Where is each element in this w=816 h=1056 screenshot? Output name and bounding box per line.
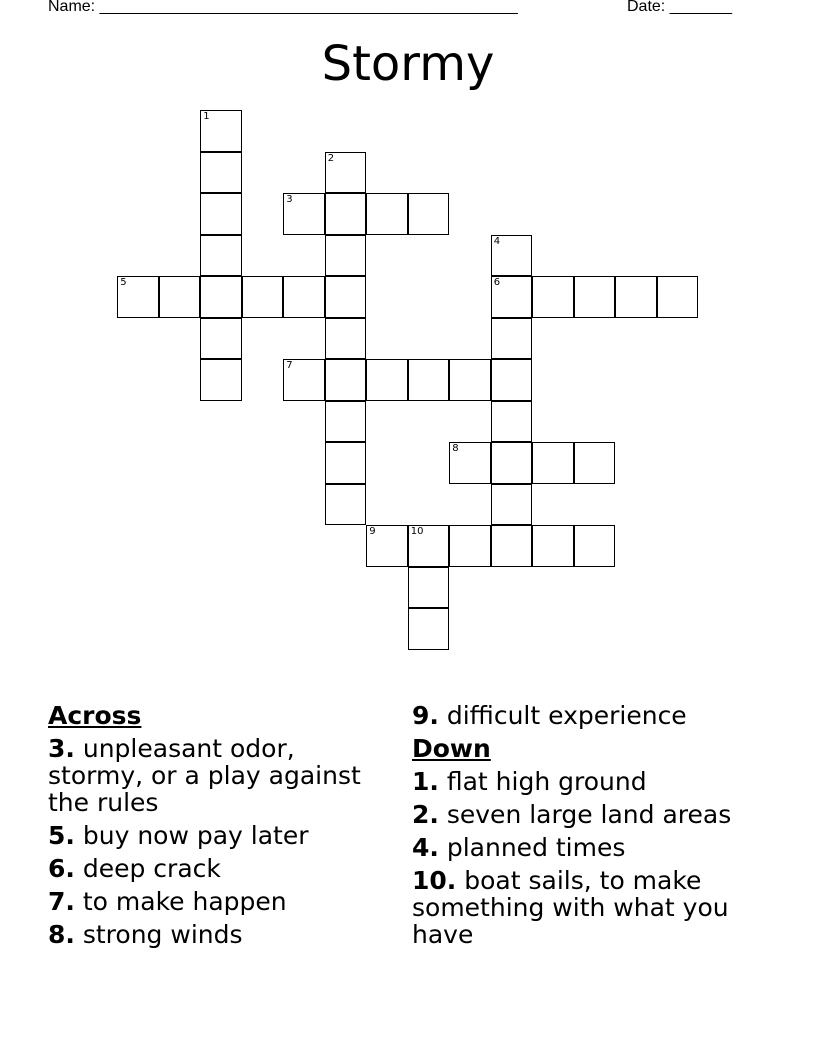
across-clue-7 [48, 888, 378, 915]
across-clue-6 [48, 855, 378, 882]
grid-cell[interactable] [325, 442, 367, 484]
grid-cell[interactable] [574, 442, 616, 484]
grid-cell[interactable] [491, 359, 533, 401]
grid-cell[interactable] [408, 359, 450, 401]
down-clue-4 [412, 834, 772, 861]
grid-cell[interactable] [325, 152, 367, 194]
cell-number: 3 [286, 194, 293, 206]
clue-text: deep crack [82, 854, 221, 883]
page-title: Stormy [321, 36, 495, 92]
grid-cell[interactable] [283, 359, 325, 401]
clue-number: 3. [48, 734, 75, 763]
grid-cell[interactable] [200, 152, 242, 194]
grid-cell[interactable] [366, 193, 408, 235]
grid-cell[interactable] [449, 359, 491, 401]
clue-text: seven large land areas [446, 800, 732, 829]
cell-number: 7 [286, 360, 293, 372]
across-clue-9 [412, 702, 772, 729]
grid-cell[interactable] [325, 318, 367, 360]
grid-cell[interactable] [325, 235, 367, 277]
date-label: Date: [627, 0, 666, 15]
clue-number: 10. [412, 866, 457, 895]
grid-cell[interactable] [408, 525, 450, 567]
grid-cell[interactable] [532, 442, 574, 484]
grid-cell[interactable] [449, 525, 491, 567]
grid-cell[interactable] [491, 318, 533, 360]
clue-text: flat high ground [446, 767, 647, 796]
grid-cell[interactable] [366, 525, 408, 567]
down-clues [412, 702, 772, 954]
cell-number: 4 [493, 235, 501, 247]
grid-cell[interactable] [242, 276, 284, 318]
down-clue-1 [412, 768, 772, 795]
grid-cell[interactable] [200, 235, 242, 277]
cell-number: 8 [452, 443, 459, 455]
grid-cell[interactable] [615, 276, 657, 318]
clue-number: 9. [412, 701, 439, 730]
grid-cell[interactable] [200, 276, 242, 318]
grid-cell[interactable] [117, 276, 159, 318]
clue-text: to make happen [82, 887, 287, 916]
clue-text: unpleasant odor, stormy, or a play against the rules [48, 734, 361, 817]
grid-cell[interactable] [491, 235, 533, 277]
date-blank[interactable]: _______ [669, 0, 732, 15]
clue-text: boat sails, to make something with what you have [412, 866, 729, 949]
clue-number: 4. [412, 833, 439, 862]
grid-cell[interactable] [325, 484, 367, 526]
grid-cell[interactable] [657, 276, 699, 318]
grid-cell[interactable] [200, 318, 242, 360]
cell-number: 1 [203, 111, 210, 123]
grid-cell[interactable] [366, 359, 408, 401]
clue-text: difficult experience [446, 701, 687, 730]
down-clue-2 [412, 801, 772, 828]
cell-number: 9 [369, 526, 376, 538]
clue-number: 6. [48, 854, 75, 883]
cell-number: 10 [410, 526, 424, 538]
cell-number: 6 [493, 277, 501, 289]
clue-text: buy now pay later [82, 821, 309, 850]
grid-cell[interactable] [200, 359, 242, 401]
across-clue-3 [48, 735, 378, 816]
grid-cell[interactable] [408, 567, 450, 609]
across-heading: Across [48, 701, 142, 730]
grid-cell[interactable] [200, 193, 242, 235]
across-clue-8 [48, 921, 378, 948]
grid-cell[interactable] [408, 193, 450, 235]
clue-number: 8. [48, 920, 75, 949]
grid-cell[interactable] [532, 525, 574, 567]
grid-cell[interactable] [408, 608, 450, 650]
name-label: Name: [48, 0, 96, 15]
clue-text: planned times [446, 833, 626, 862]
grid-cell[interactable] [491, 525, 533, 567]
grid-cell[interactable] [200, 110, 242, 152]
grid-cell[interactable] [283, 193, 325, 235]
clue-number: 7. [48, 887, 75, 916]
name-blank[interactable]: _______________________________________________ [99, 0, 518, 15]
clue-text: strong winds [82, 920, 243, 949]
across-clues [48, 702, 378, 954]
grid-cell[interactable] [159, 276, 201, 318]
clue-number: 5. [48, 821, 75, 850]
cell-number: 2 [327, 152, 335, 164]
grid-cell[interactable] [491, 442, 533, 484]
grid-cell[interactable] [283, 276, 325, 318]
grid-cell[interactable] [574, 525, 616, 567]
grid-cell[interactable] [491, 484, 533, 526]
down-clue-10 [412, 867, 772, 948]
grid-cell[interactable] [325, 359, 367, 401]
cell-number: 5 [120, 277, 127, 289]
grid-cell[interactable] [532, 276, 574, 318]
clue-number: 2. [412, 800, 439, 829]
grid-cell[interactable] [574, 276, 616, 318]
grid-cell[interactable] [325, 193, 367, 235]
down-heading: Down [412, 734, 491, 763]
clue-number: 1. [412, 767, 439, 796]
grid-cell[interactable] [449, 442, 491, 484]
grid-cell[interactable] [491, 276, 533, 318]
grid-cell[interactable] [325, 276, 367, 318]
grid-cell[interactable] [325, 401, 367, 443]
across-clue-5 [48, 822, 378, 849]
grid-cell[interactable] [491, 401, 533, 443]
